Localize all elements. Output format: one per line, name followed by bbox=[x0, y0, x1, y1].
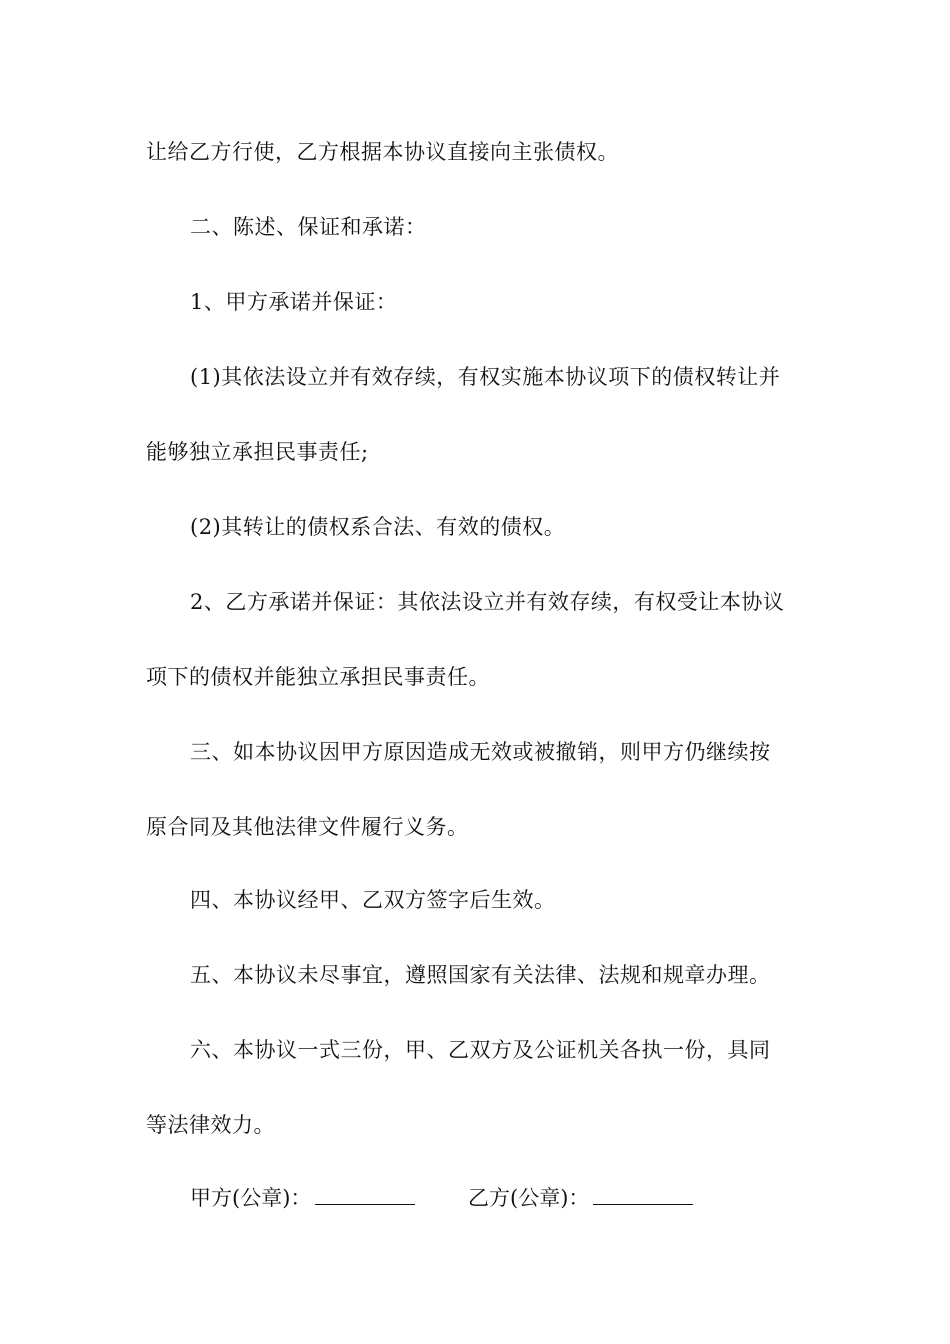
paragraph-line: 原合同及其他法律文件履行义务。 bbox=[146, 815, 469, 839]
party-a-signature bbox=[190, 1182, 415, 1213]
paragraph-line: 三、如本协议因甲方原因造成无效或被撤销，则甲方仍继续按 bbox=[190, 740, 771, 764]
paragraph-line: 六、本协议一式三份，甲、乙双方及公证机关各执一份，具同 bbox=[190, 1038, 771, 1062]
section-heading: 二、陈述、保证和承诺： bbox=[190, 215, 427, 239]
party-b-signature bbox=[468, 1182, 693, 1213]
paragraph-line: (2)其转让的债权系合法、有效的债权。 bbox=[190, 515, 566, 539]
party-a-label: 甲方(公章)： bbox=[190, 1186, 312, 1210]
paragraph-line: (1)其依法设立并有效存续，有权实施本协议项下的债权转让并 bbox=[190, 365, 781, 389]
party-b-signature-blank[interactable] bbox=[593, 1182, 693, 1205]
paragraph-line: 五、本协议未尽事宜，遵照国家有关法律、法规和规章办理。 bbox=[190, 963, 771, 987]
paragraph-line: 2、乙方承诺并保证：其依法设立并有效存续，有权受让本协议 bbox=[190, 590, 785, 614]
paragraph-line: 让给乙方行使，乙方根据本协议直接向主张债权。 bbox=[146, 140, 619, 164]
party-b-label: 乙方(公章)： bbox=[468, 1186, 590, 1210]
signature-row bbox=[190, 1182, 830, 1214]
clause-heading: 1、甲方承诺并保证： bbox=[190, 290, 398, 314]
paragraph-line: 等法律效力。 bbox=[146, 1113, 275, 1137]
party-a-signature-blank[interactable] bbox=[315, 1182, 415, 1205]
paragraph-line: 项下的债权并能独立承担民事责任。 bbox=[146, 665, 490, 689]
paragraph-line: 能够独立承担民事责任; bbox=[146, 440, 369, 464]
paragraph-line: 四、本协议经甲、乙双方签字后生效。 bbox=[190, 888, 556, 912]
